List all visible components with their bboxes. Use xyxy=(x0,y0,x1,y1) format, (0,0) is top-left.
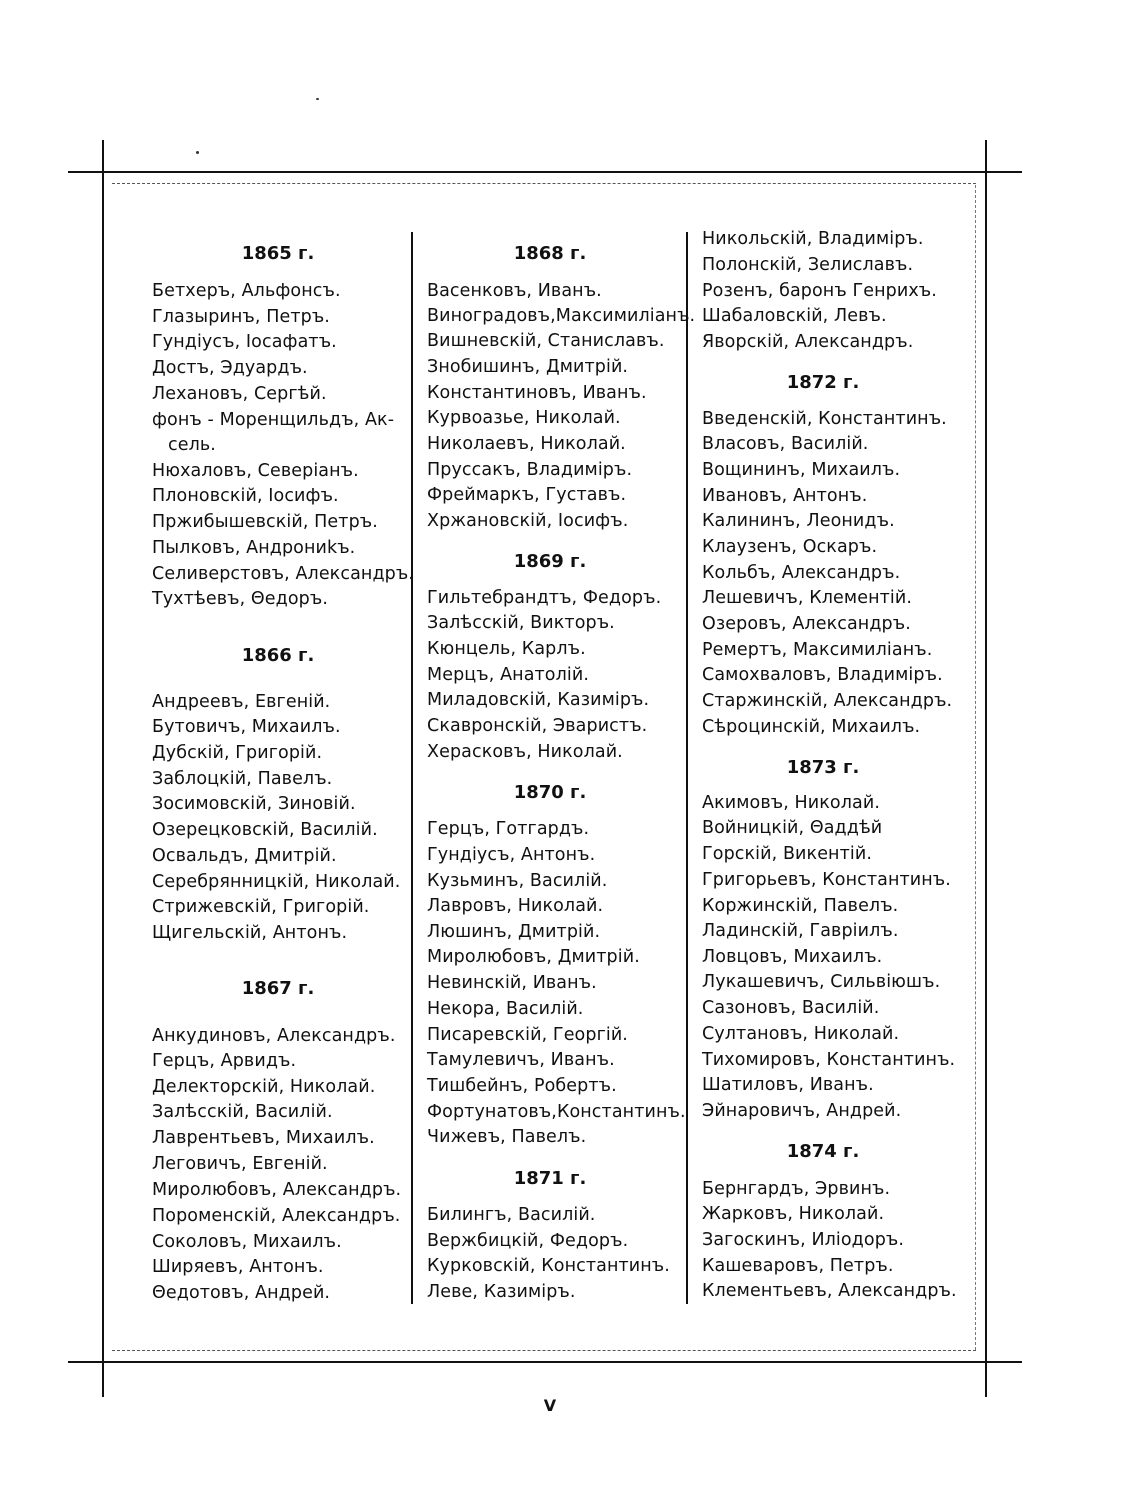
list-item: Залѣсскій, Василій. xyxy=(152,1102,333,1122)
list-item: Ивановъ, Антонъ. xyxy=(702,486,868,506)
list-item: Озеровъ, Александръ. xyxy=(702,614,911,634)
list-item: Билингъ, Василій. xyxy=(427,1205,596,1225)
list-item: Кашеваровъ, Петръ. xyxy=(702,1256,894,1276)
list-item: Тамулевичъ, Иванъ. xyxy=(427,1050,615,1070)
list-item: Некора, Василій. xyxy=(427,999,584,1019)
list-item: Дубскій, Григорій. xyxy=(152,743,323,763)
year-heading-1869: 1869 г. xyxy=(513,551,587,572)
list-item: Щигельскій, Антонъ. xyxy=(152,923,348,943)
list-item: Заблоцкій, Павелъ. xyxy=(152,769,333,789)
list-item: Серебрянницкій, Николай. xyxy=(152,872,401,892)
top-rule xyxy=(68,171,1022,173)
left-frame-line xyxy=(102,140,104,1397)
list-item: Тихомировъ, Константинъ. xyxy=(702,1050,956,1070)
list-item: Леве, Казиміръ. xyxy=(427,1282,576,1302)
list-item: Люшинъ, Дмитрій. xyxy=(427,922,601,942)
list-item: Делекторскій, Николай. xyxy=(152,1077,376,1097)
list-item: Лешевичъ, Клементій. xyxy=(702,588,913,608)
list-item: Загоскинъ, Иліодоръ. xyxy=(702,1230,905,1250)
right-inner-dashed-line xyxy=(975,185,976,1350)
list-item: Ремертъ, Максимиліанъ. xyxy=(702,640,933,660)
list-item: Лаврентьевъ, Михаилъ. xyxy=(152,1128,375,1148)
list-item: Гундіусъ, Антонъ. xyxy=(427,845,596,865)
bottom-inner-dashed-rule xyxy=(112,1350,976,1351)
list-item: сель. xyxy=(168,435,216,455)
list-item: фонъ - Моренщильдъ, Ак- xyxy=(152,410,395,430)
list-item: Сѣроцинскій, Михаилъ. xyxy=(702,717,921,737)
list-item: Власовъ, Василій. xyxy=(702,434,869,454)
list-item: Анкудиновъ, Александръ. xyxy=(152,1026,396,1046)
list-item: Плоновскій, Іосифъ. xyxy=(152,486,339,506)
list-item: Пороменскій, Александръ. xyxy=(152,1206,401,1226)
list-item: Бетхеръ, Альфонсъ. xyxy=(152,281,341,301)
page-number: V xyxy=(543,1396,557,1415)
list-item: Андреевъ, Евгеній. xyxy=(152,692,331,712)
list-item: Константиновъ, Иванъ. xyxy=(427,383,647,403)
right-frame-line xyxy=(985,140,987,1397)
list-item: Григорьевъ, Константинъ. xyxy=(702,870,951,890)
list-item: Кюнцель, Карлъ. xyxy=(427,639,586,659)
year-heading-1871: 1871 г. xyxy=(513,1168,587,1189)
list-item: Шатиловъ, Иванъ. xyxy=(702,1075,874,1095)
list-item: Миролюбовъ, Александръ. xyxy=(152,1180,402,1200)
list-item: Клаузенъ, Оскаръ. xyxy=(702,537,878,557)
ink-speck xyxy=(316,98,319,100)
list-item: Полонскій, Зелиславъ. xyxy=(702,255,914,275)
list-item: Писаревскій, Георгій. xyxy=(427,1025,628,1045)
list-item: Лехановъ, Сергѣй. xyxy=(152,384,327,404)
list-item: Пруссакъ, Владиміръ. xyxy=(427,460,633,480)
list-item: Стрижевскій, Григорій. xyxy=(152,897,370,917)
list-item: Горскій, Викентій. xyxy=(702,844,872,864)
list-item: Старжинскій, Александръ. xyxy=(702,691,953,711)
list-item: Селиверстовъ, Александръ. xyxy=(152,564,414,584)
list-item: Герцъ, Готгардъ. xyxy=(427,819,590,839)
list-item: Достъ, Эдуардъ. xyxy=(152,358,308,378)
list-item: Пржибышевскій, Петръ. xyxy=(152,512,378,532)
list-item: Бутовичъ, Михаилъ. xyxy=(152,717,341,737)
list-item: Розенъ, баронъ Генрихъ. xyxy=(702,281,937,301)
list-item: Фортунатовъ,Константинъ. xyxy=(427,1102,686,1122)
list-item: Тишбейнъ, Робертъ. xyxy=(427,1076,617,1096)
list-item: Глазыринъ, Петръ. xyxy=(152,307,330,327)
year-heading-1873: 1873 г. xyxy=(786,757,860,778)
list-item: Сазоновъ, Василій. xyxy=(702,998,880,1018)
list-item: Тухтѣевъ, Θедоръ. xyxy=(152,589,329,609)
list-item: Херасковъ, Николай. xyxy=(427,742,623,762)
list-item: Клементьевъ, Александръ. xyxy=(702,1281,957,1301)
year-heading-1865: 1865 г. xyxy=(241,243,315,264)
list-item: Васенковъ, Иванъ. xyxy=(427,281,602,301)
list-item: Зосимовскій, Зиновій. xyxy=(152,794,356,814)
year-heading-1872: 1872 г. xyxy=(786,372,860,393)
list-item: Скавронскій, Эваристъ. xyxy=(427,716,648,736)
list-item: Вишневскій, Станиславъ. xyxy=(427,331,665,351)
list-item: Ладинскій, Гавріилъ. xyxy=(702,921,899,941)
list-item: Хржановскій, Іосифъ. xyxy=(427,511,629,531)
list-item: Вержбицкій, Федоръ. xyxy=(427,1231,629,1251)
list-item: Курвоазье, Николай. xyxy=(427,408,621,428)
list-item: Никольскій, Владиміръ. xyxy=(702,229,924,249)
list-item: Виноградовъ,Максимиліанъ. xyxy=(427,306,696,326)
list-item: Эйнаровичъ, Андрей. xyxy=(702,1101,902,1121)
list-item: Чижевъ, Павелъ. xyxy=(427,1127,587,1147)
list-item: Калининъ, Леонидъ. xyxy=(702,511,895,531)
list-item: Гундіусъ, Іосафатъ. xyxy=(152,332,337,352)
year-heading-1868: 1868 г. xyxy=(513,243,587,264)
list-item: Войницкій, Θаддѣй xyxy=(702,818,883,838)
year-heading-1874: 1874 г. xyxy=(786,1141,860,1162)
list-item: Герцъ, Арвидъ. xyxy=(152,1051,297,1071)
list-item: Пылковъ, Андрониkъ. xyxy=(152,538,356,558)
year-heading-1867: 1867 г. xyxy=(241,978,315,999)
list-item: Лукашевичъ, Сильвіюшъ. xyxy=(702,972,941,992)
list-item: Соколовъ, Михаилъ. xyxy=(152,1232,342,1252)
list-item: Шабаловскій, Левъ. xyxy=(702,306,887,326)
list-item: Коржинскій, Павелъ. xyxy=(702,896,899,916)
list-item: Вощининъ, Михаилъ. xyxy=(702,460,901,480)
list-item: Миладовскій, Казиміръ. xyxy=(427,690,650,710)
list-item: Θедотовъ, Андрей. xyxy=(152,1283,331,1303)
list-item: Ловцовъ, Михаилъ. xyxy=(702,947,883,967)
list-item: Самохваловъ, Владиміръ. xyxy=(702,665,943,685)
list-item: Кольбъ, Александръ. xyxy=(702,563,901,583)
column-divider-1 xyxy=(411,232,413,1304)
list-item: Леговичъ, Евгеній. xyxy=(152,1154,328,1174)
list-item: Введенскій, Константинъ. xyxy=(702,409,947,429)
list-item: Фреймаркъ, Густавъ. xyxy=(427,485,627,505)
list-item: Миролюбовъ, Дмитрій. xyxy=(427,947,640,967)
list-item: Знобишинъ, Дмитрій. xyxy=(427,357,629,377)
year-heading-1866: 1866 г. xyxy=(241,645,315,666)
list-item: Озерецковскій, Василій. xyxy=(152,820,378,840)
list-item: Султановъ, Николай. xyxy=(702,1024,900,1044)
list-item: Освальдъ, Дмитрій. xyxy=(152,846,337,866)
year-heading-1870: 1870 г. xyxy=(513,782,587,803)
ink-speck xyxy=(196,151,199,154)
list-item: Залѣсскій, Викторъ. xyxy=(427,613,615,633)
list-item: Невинскій, Иванъ. xyxy=(427,973,597,993)
list-item: Кузьминъ, Василій. xyxy=(427,871,608,891)
list-item: Гильтебрандтъ, Федоръ. xyxy=(427,588,662,608)
list-item: Яворскій, Александръ. xyxy=(702,332,914,352)
list-item: Жарковъ, Николай. xyxy=(702,1204,885,1224)
top-inner-dashed-rule xyxy=(112,183,976,184)
bottom-rule xyxy=(68,1361,1022,1363)
list-item: Нюхаловъ, Северіанъ. xyxy=(152,461,359,481)
list-item: Курковскій, Константинъ. xyxy=(427,1256,670,1276)
list-item: Ширяевъ, Антонъ. xyxy=(152,1257,324,1277)
list-item: Николаевъ, Николай. xyxy=(427,434,626,454)
list-item: Мерцъ, Анатолій. xyxy=(427,665,589,685)
list-item: Лавровъ, Николай. xyxy=(427,896,604,916)
list-item: Бернгардъ, Эрвинъ. xyxy=(702,1179,891,1199)
list-item: Акимовъ, Николай. xyxy=(702,793,880,813)
